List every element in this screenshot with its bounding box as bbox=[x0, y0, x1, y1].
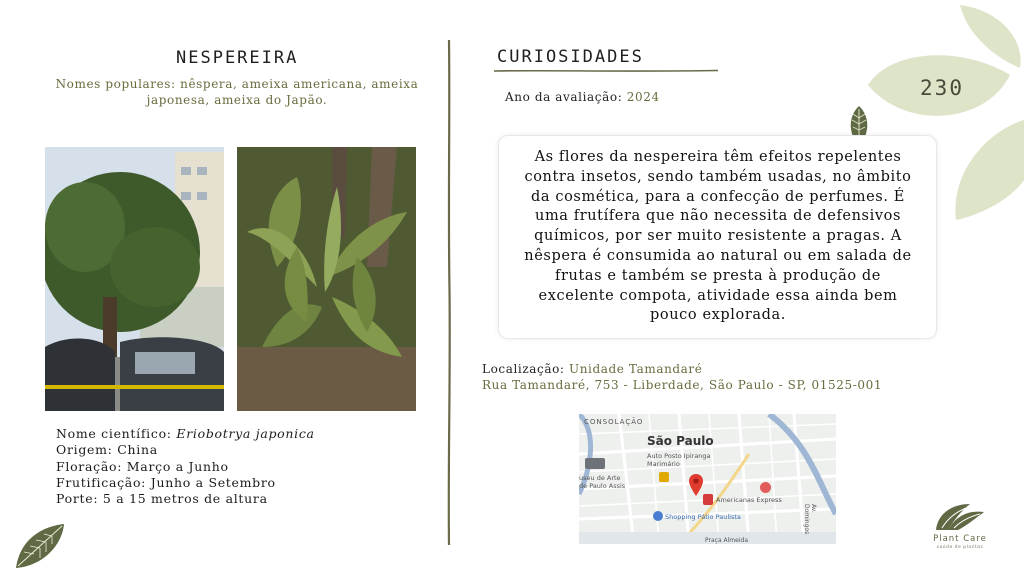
map-poi-1: Auto Posto Ipiranga Marimário bbox=[647, 452, 711, 468]
plant-details bbox=[56, 426, 426, 507]
location-pin-icon[interactable] bbox=[689, 474, 703, 496]
fruiting-line: Frutificação: Junho a Setembro bbox=[56, 474, 276, 490]
map-city-label: São Paulo bbox=[647, 434, 714, 448]
map-district-label: CONSOLAÇÃO bbox=[584, 418, 644, 426]
mall-icon bbox=[653, 511, 663, 521]
location-address: Rua Tamandaré, 753 - Liberdade, São Paulo - SP, 01525-001 bbox=[482, 378, 883, 392]
leaves-photo bbox=[237, 147, 416, 411]
vertical-divider bbox=[443, 40, 455, 545]
page-number-badge: 230 bbox=[920, 76, 964, 100]
map-poi-4: useu de Arte de Paulo Assis bbox=[579, 474, 626, 490]
popular-names: Nomes populares: nêspera, ameixa americana, ameixa japonesa, ameixa do Japão. bbox=[55, 77, 419, 107]
fuel-station-icon bbox=[659, 472, 669, 482]
plant-title: NESPEREIRA bbox=[176, 48, 299, 68]
map-poi-5: Av. Domingos bbox=[803, 504, 817, 535]
logo-name: Plant Care bbox=[933, 534, 987, 544]
shopping-icon bbox=[703, 494, 713, 505]
hospital-icon bbox=[760, 482, 771, 493]
evaluation-year: 2024 bbox=[626, 90, 660, 104]
museum-icon bbox=[585, 458, 605, 469]
location-line bbox=[482, 361, 922, 377]
map-poi-2: Americanas Express bbox=[716, 496, 782, 504]
leaf-bottom-icon bbox=[14, 522, 66, 570]
curiosities-card bbox=[498, 135, 937, 339]
size-line: Porte: 5 a 15 metros de altura bbox=[56, 491, 268, 507]
location-unit: Unidade Tamandaré bbox=[569, 362, 703, 376]
logo-tagline: saúde de plantas bbox=[936, 545, 984, 550]
evaluation-year-label: Ano da avaliação: bbox=[505, 90, 623, 104]
plant-care-logo-icon bbox=[934, 502, 986, 532]
location-label: Localização: bbox=[482, 362, 565, 376]
scientific-name-line bbox=[56, 426, 426, 442]
flowering-line: Floração: Março a Junho bbox=[56, 458, 229, 474]
curiosities-title: CURIOSIDADES bbox=[497, 47, 644, 67]
evaluation-year-line bbox=[505, 90, 725, 104]
location-map[interactable] bbox=[579, 414, 836, 544]
tree-photo bbox=[45, 147, 224, 411]
scientific-name: Eriobotrya japonica bbox=[176, 426, 315, 441]
scientific-label: Nome científico: bbox=[56, 426, 172, 441]
curiosities-text: As flores da nespereira têm efeitos repelentes contra insetos, sendo também usadas, no âmbito da cosmética, para a confecção de perfumes. É uma frutífera que não necessita de defensivos químicos, por ser muito resistente a pragas. A nêspera é consumida ao natural ou em salada de frutas e também se presta à produção de excelente compota, atividade essa ainda bem pouco explorada. bbox=[524, 149, 912, 324]
map-poi-3: Shopping Pátio Paulista bbox=[665, 513, 741, 521]
origin-line: Origem: China bbox=[56, 442, 158, 458]
location-block bbox=[482, 361, 922, 393]
curiosities-underline bbox=[494, 68, 718, 74]
map-poi-6: Praça Almeida bbox=[705, 537, 748, 544]
